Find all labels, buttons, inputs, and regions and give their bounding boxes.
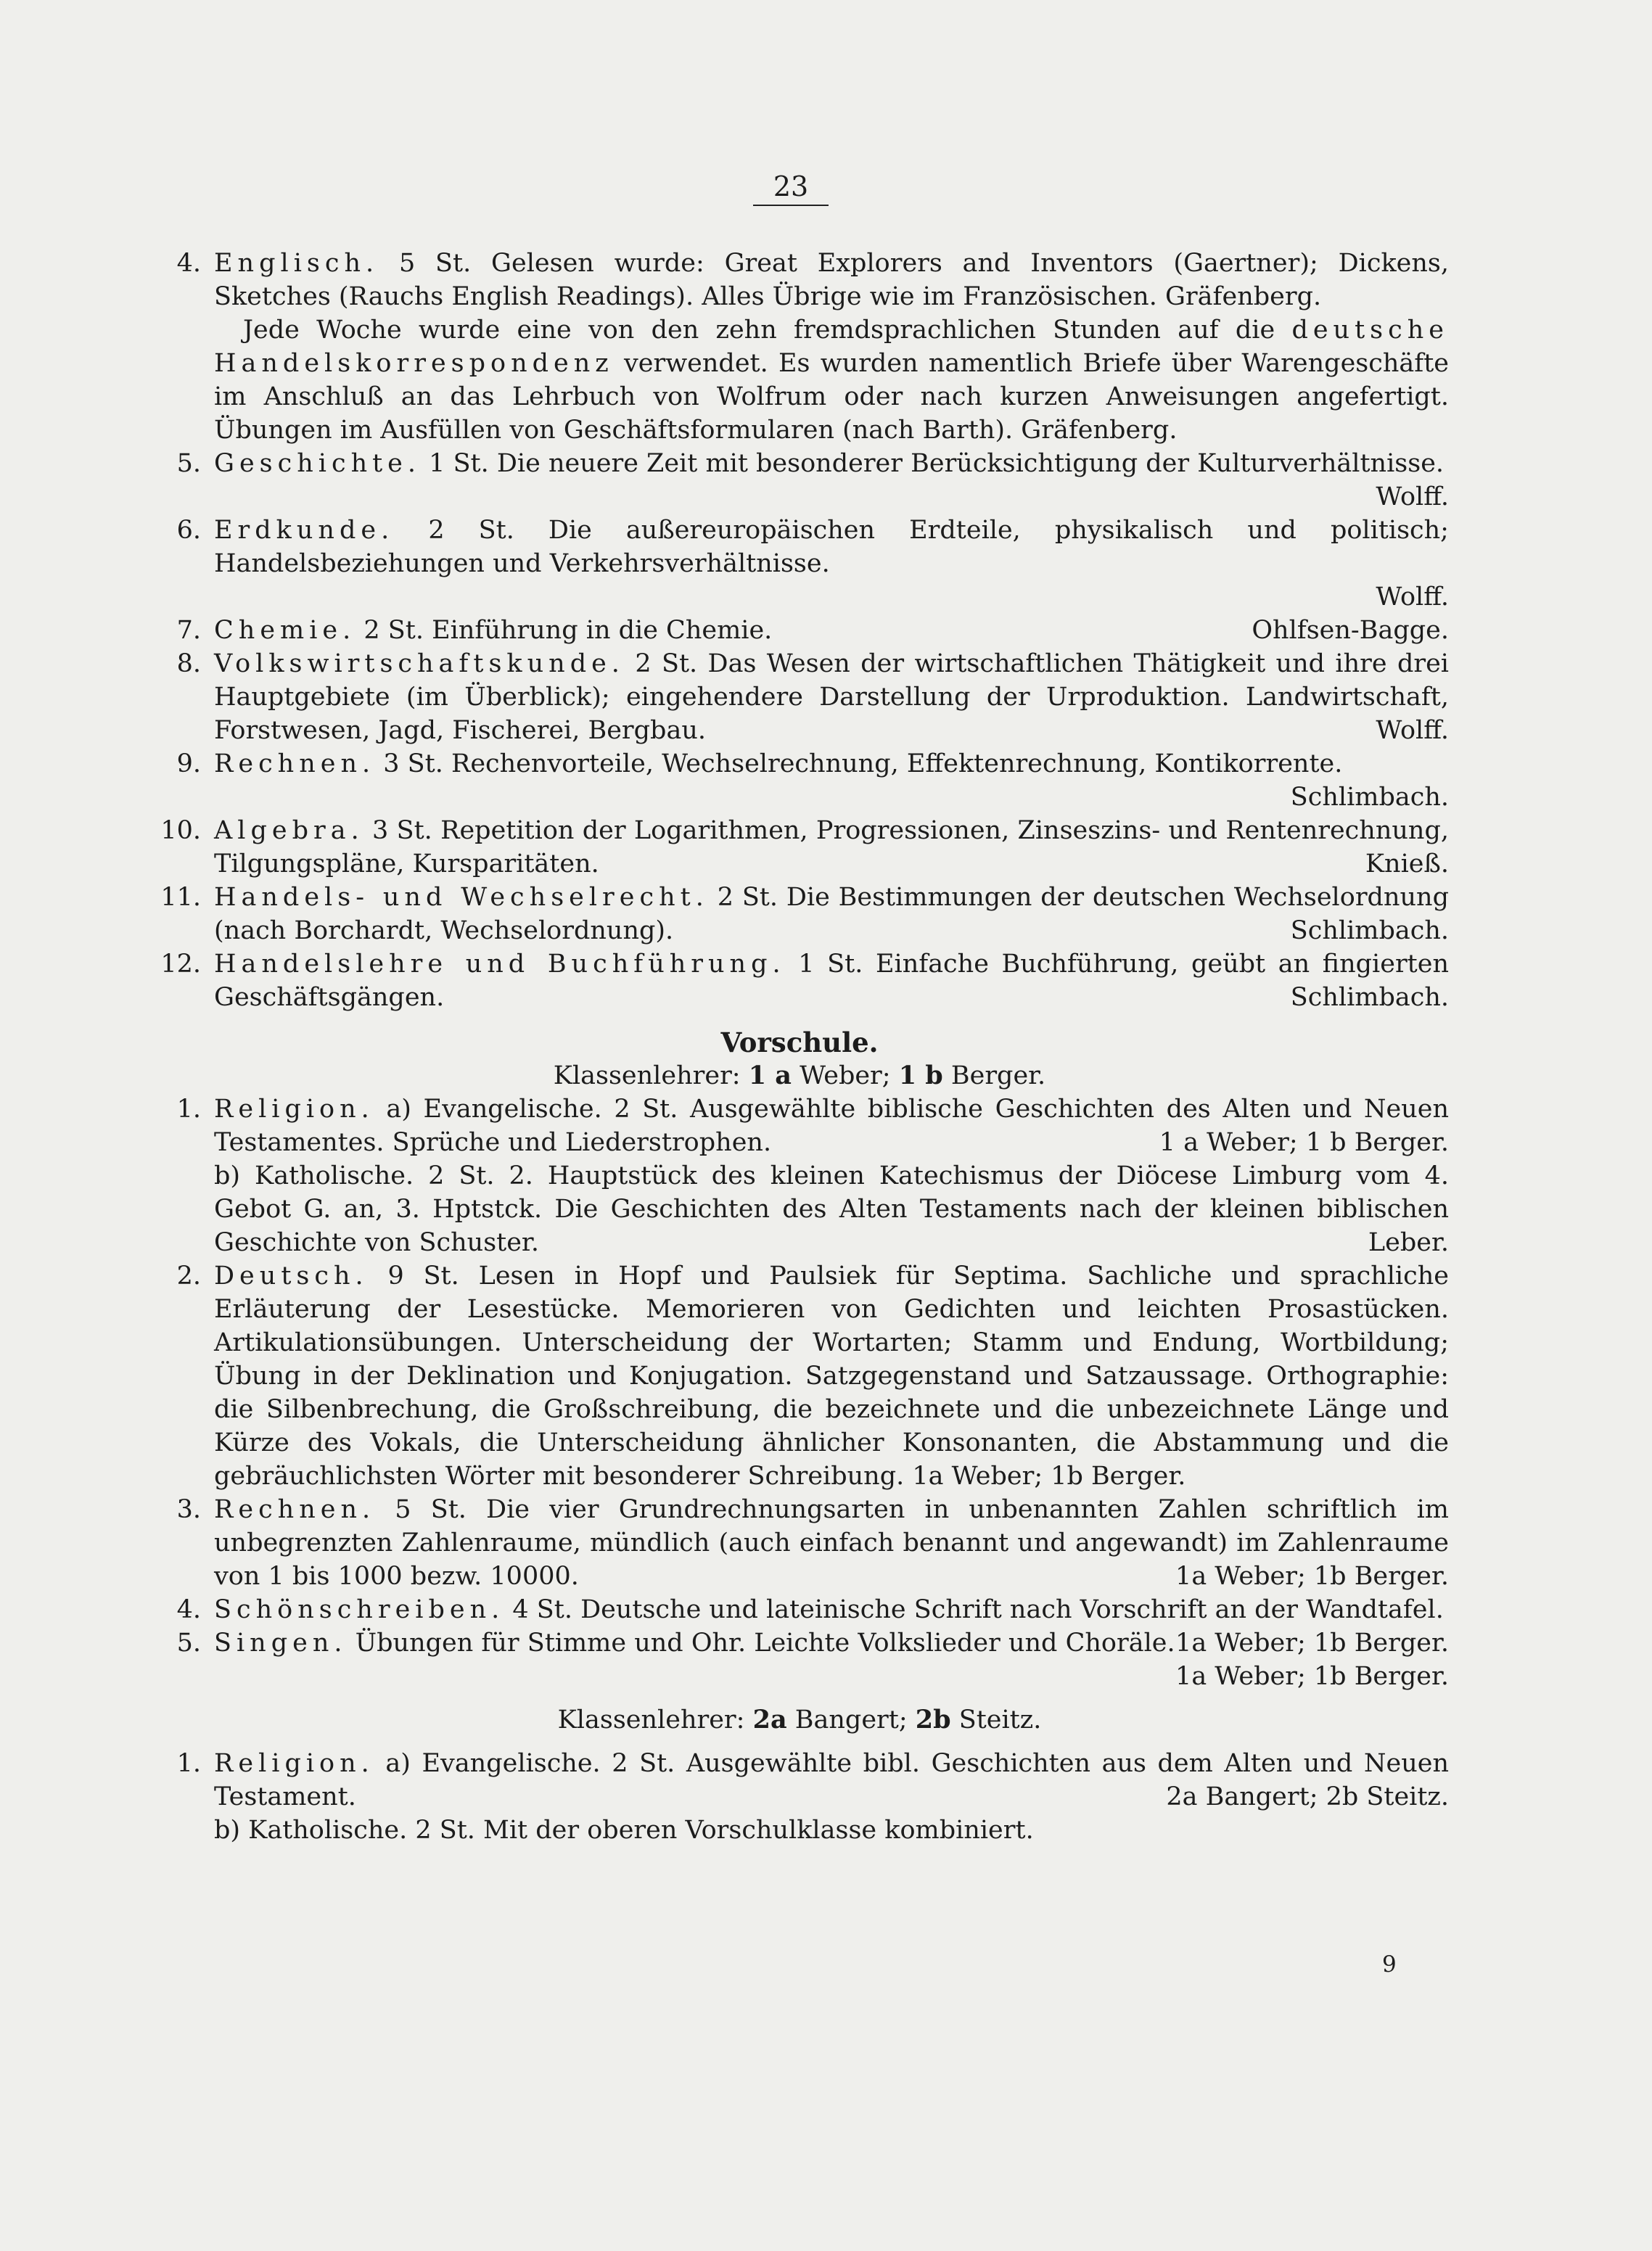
entry-rechnen-vorschule xyxy=(150,1493,1449,1593)
teacher-name: Schlimbach. xyxy=(1290,916,1449,945)
teacher-name: 1a Weber; 1b Berger. xyxy=(1175,1562,1449,1591)
entry-text: 3 St. Repetition der Logarithmen, Progressionen, Zinseszins- und Rentenrechnung, Tilgungspläne, Kursparitäten. xyxy=(214,816,1449,878)
page-number: 23 xyxy=(753,168,829,206)
teacher-name: Wolff. xyxy=(1376,583,1449,612)
section-heading-vorschule: Vorschule. xyxy=(720,1026,879,1058)
teacher-name: 1a Weber; 1b Berger. xyxy=(1175,1629,1449,1658)
paragraph-text: Jede Woche wurde eine von den zehn fremdsprachlichen Stunden auf die xyxy=(243,316,1275,345)
entry-singen xyxy=(150,1626,1449,1693)
entry-text: 2 St. Die außereuropäischen Erdteile, physikalisch und politisch; Handelsbeziehungen und Verkehrsverhältnisse. xyxy=(214,516,1449,578)
entry-handelsrecht xyxy=(150,881,1449,947)
teacher-name: Bangert; xyxy=(794,1705,908,1734)
entry-number: 7. xyxy=(176,616,201,645)
class-id: 1 a xyxy=(748,1061,792,1090)
entry-number: 4. xyxy=(176,249,201,278)
entry-algebra xyxy=(150,814,1449,881)
entry-text: 5 St. Gelesen wurde: Great Explorers and Inventors (Gaertner); Dickens, Sketches (Rauchs English Readings). Alles Übrige wie im Französischen. xyxy=(214,249,1449,311)
religion-catholic-class2: b) Katholische. 2 St. Mit der oberen Vorschulklasse kombiniert. xyxy=(214,1816,1034,1845)
teacher-name: 1 a Weber; 1 b Berger. xyxy=(1159,1128,1449,1157)
teacher-name: Leber. xyxy=(1368,1228,1449,1257)
subject-name: Religion. xyxy=(214,1749,374,1778)
class-teachers-label: Klassenlehrer: xyxy=(553,1061,741,1090)
subject-name: Erdkunde. xyxy=(214,516,395,545)
entry-number: 5. xyxy=(176,1629,201,1658)
teacher-name: 1a Weber; 1b Berger. xyxy=(1175,1662,1449,1691)
entry-text: 2 St. Die Bestimmungen der deutschen Wechselordnung (nach Borchardt, Wechselordnung). xyxy=(214,883,1449,945)
entry-text: a) Evangelische. 2 St. Ausgewählte bibl. Geschichten aus dem Alten und Neuen Testament. xyxy=(214,1749,1449,1811)
entry-number: 1. xyxy=(176,1749,201,1778)
teacher-name: Steitz. xyxy=(958,1705,1042,1734)
entry-text: 2 St. Das Wesen der wirtschaftlichen Thätigkeit und ihre drei Hauptgebiete (im Überblick); eingehendere Darstellung der Urproduktion. Landwirtschaft, Forstwesen, Jagd, Fischerei, Bergbau. xyxy=(214,649,1449,745)
subject-name: Religion. xyxy=(214,1095,374,1124)
entry-volkswirtschaftskunde xyxy=(150,647,1449,747)
entry-number: 1. xyxy=(176,1095,201,1124)
entry-text: a) Evangelische. 2 St. Ausgewählte biblische Geschichten des Alten und Neuen Testamentes. Sprüche und Liederstrophen. xyxy=(214,1095,1449,1157)
entry-text: b) Katholische. 2 St. 2. Hauptstück des kleinen Katechismus der Diöcese Limburg vom 4. Gebot G. an, 3. Hptstck. Die Geschichten des Alten Testaments nach der kleinen biblischen Geschichte von Schuster. xyxy=(214,1161,1449,1257)
entry-text: 9 St. Lesen in Hopf und Paulsiek für Septima. Sachliche und sprachliche Erläuterung der Lesestücke. Memorieren von Gedichten und leichten Prosastücken. Artikulationsübungen. Unterscheidung der Wortarten; Stamm und Endung, Wortbildung; Übung in der Deklination und Konjugation. Satzgegenstand und Satzaussage. Orthographie: die Silbenbrechung, die Großschreibung, die bezeichnete und die unbezeichnete Länge und Kürze des Vokals, die Unterscheidung ähnlicher Konsonanten, die Abstammung und die gebräuchlichsten Wörter mit besonderer Schreibung. xyxy=(214,1262,1449,1491)
entry-number: 12. xyxy=(160,950,201,979)
entry-number: 11. xyxy=(160,883,201,912)
entry-number: 9. xyxy=(176,749,201,778)
subject-name: Schönschreiben. xyxy=(214,1595,505,1624)
subject-name: Deutsch. xyxy=(214,1262,369,1291)
teacher-name: Schlimbach. xyxy=(1290,983,1449,1012)
entry-number: 10. xyxy=(160,816,201,845)
entry-number: 8. xyxy=(176,649,201,678)
entry-text: 3 St. Rechenvorteile, Wechselrechnung, Effektenrechnung, Kontikorrente. xyxy=(383,749,1343,778)
entry-englisch xyxy=(150,247,1449,313)
subject-name: Englisch. xyxy=(214,249,379,278)
entry-text: 1 St. Die neuere Zeit mit besonderer Berücksichtigung der Kulturverhältnisse. xyxy=(429,449,1445,478)
subject-name: Handelslehre und Buchführung. xyxy=(214,950,786,979)
teacher-name: Wolff. xyxy=(1376,716,1449,745)
subject-name: Chemie. xyxy=(214,616,356,645)
entry-rechnen xyxy=(150,747,1449,814)
entry-geschichte xyxy=(150,447,1449,514)
entry-number: 3. xyxy=(176,1495,201,1524)
subject-name: Handels- und Wechselrecht. xyxy=(214,883,709,912)
class-teachers-line xyxy=(150,1059,1449,1092)
entry-number: 6. xyxy=(176,516,201,545)
teacher-name: Wolff. xyxy=(1376,482,1449,511)
subject-name: Rechnen. xyxy=(214,749,376,778)
subject-name: Singen. xyxy=(214,1629,348,1658)
english-correspondence-paragraph xyxy=(214,313,1449,447)
teacher-name: Schlimbach. xyxy=(1290,783,1449,812)
class-id: 2a xyxy=(752,1705,787,1734)
spaced-text: deutsche Handelskorrespondenz xyxy=(214,316,1449,378)
subject-name: Rechnen. xyxy=(214,1495,376,1524)
teacher-name: Gräfenberg. xyxy=(1164,282,1322,311)
entry-erdkunde xyxy=(150,514,1449,614)
subject-name: Geschichte. xyxy=(214,449,422,478)
class-id: 2b xyxy=(915,1705,951,1734)
entry-deutsch xyxy=(150,1259,1449,1493)
entry-text: 5 St. Die vier Grundrechnungsarten in unbenannten Zahlen schriftlich im unbegrenzten Zahlenraume, mündlich (auch einfach benannt und angewandt) im Zahlenraume von 1 bis 1000 bezw. 10000. xyxy=(214,1495,1449,1591)
entry-text: 2 St. Einführung in die Chemie. xyxy=(363,616,773,645)
teacher-name: Gräfenberg. xyxy=(1021,416,1178,445)
entry-chemie xyxy=(150,614,1449,647)
teacher-name: Knieß. xyxy=(1365,849,1449,878)
teacher-name: 1a Weber; 1b Berger. xyxy=(912,1462,1186,1491)
entry-number: 4. xyxy=(176,1595,201,1624)
class-id: 1 b xyxy=(898,1061,943,1090)
subject-name: Volkswirtschaftskunde. xyxy=(214,649,625,678)
teacher-name: Weber; xyxy=(800,1061,891,1090)
class-teachers-label: Klassenlehrer: xyxy=(557,1705,745,1734)
subject-name: Algebra. xyxy=(214,816,364,845)
entry-text: 4 St. Deutsche und lateinische Schrift nach Vorschrift an der Wandtafel. xyxy=(512,1595,1444,1624)
page-content xyxy=(150,247,1449,1847)
entry-religion xyxy=(150,1092,1449,1159)
religion-catholic xyxy=(214,1159,1449,1259)
entry-handelslehre xyxy=(150,947,1449,1014)
paragraph-text: verwendet. Es wurden namentlich Briefe über Warengeschäfte im Anschluß an das Lehrbuch von Wolfrum oder nach kurzen Anweisungen angefertigt. Übungen im Ausfüllen von Geschäftsformularen (nach Barth). xyxy=(214,349,1449,445)
entry-number: 5. xyxy=(176,449,201,478)
entry-text: 1 St. Einfache Buchführung, geübt an fingierten Geschäftsgängen. xyxy=(214,950,1449,1012)
teacher-name: Ohlfsen-Bagge. xyxy=(1252,616,1449,645)
teacher-name: 2a Bangert; 2b Steitz. xyxy=(1166,1782,1449,1811)
sheet-mark: 9 xyxy=(1382,1951,1397,1978)
class-teachers-line xyxy=(150,1703,1449,1737)
teacher-name: Berger. xyxy=(950,1061,1046,1090)
entry-religion-class2 xyxy=(150,1747,1449,1814)
entry-text: Übungen für Stimme und Ohr. Leichte Volkslieder und Choräle. xyxy=(355,1629,1175,1658)
entry-number: 2. xyxy=(176,1262,201,1291)
